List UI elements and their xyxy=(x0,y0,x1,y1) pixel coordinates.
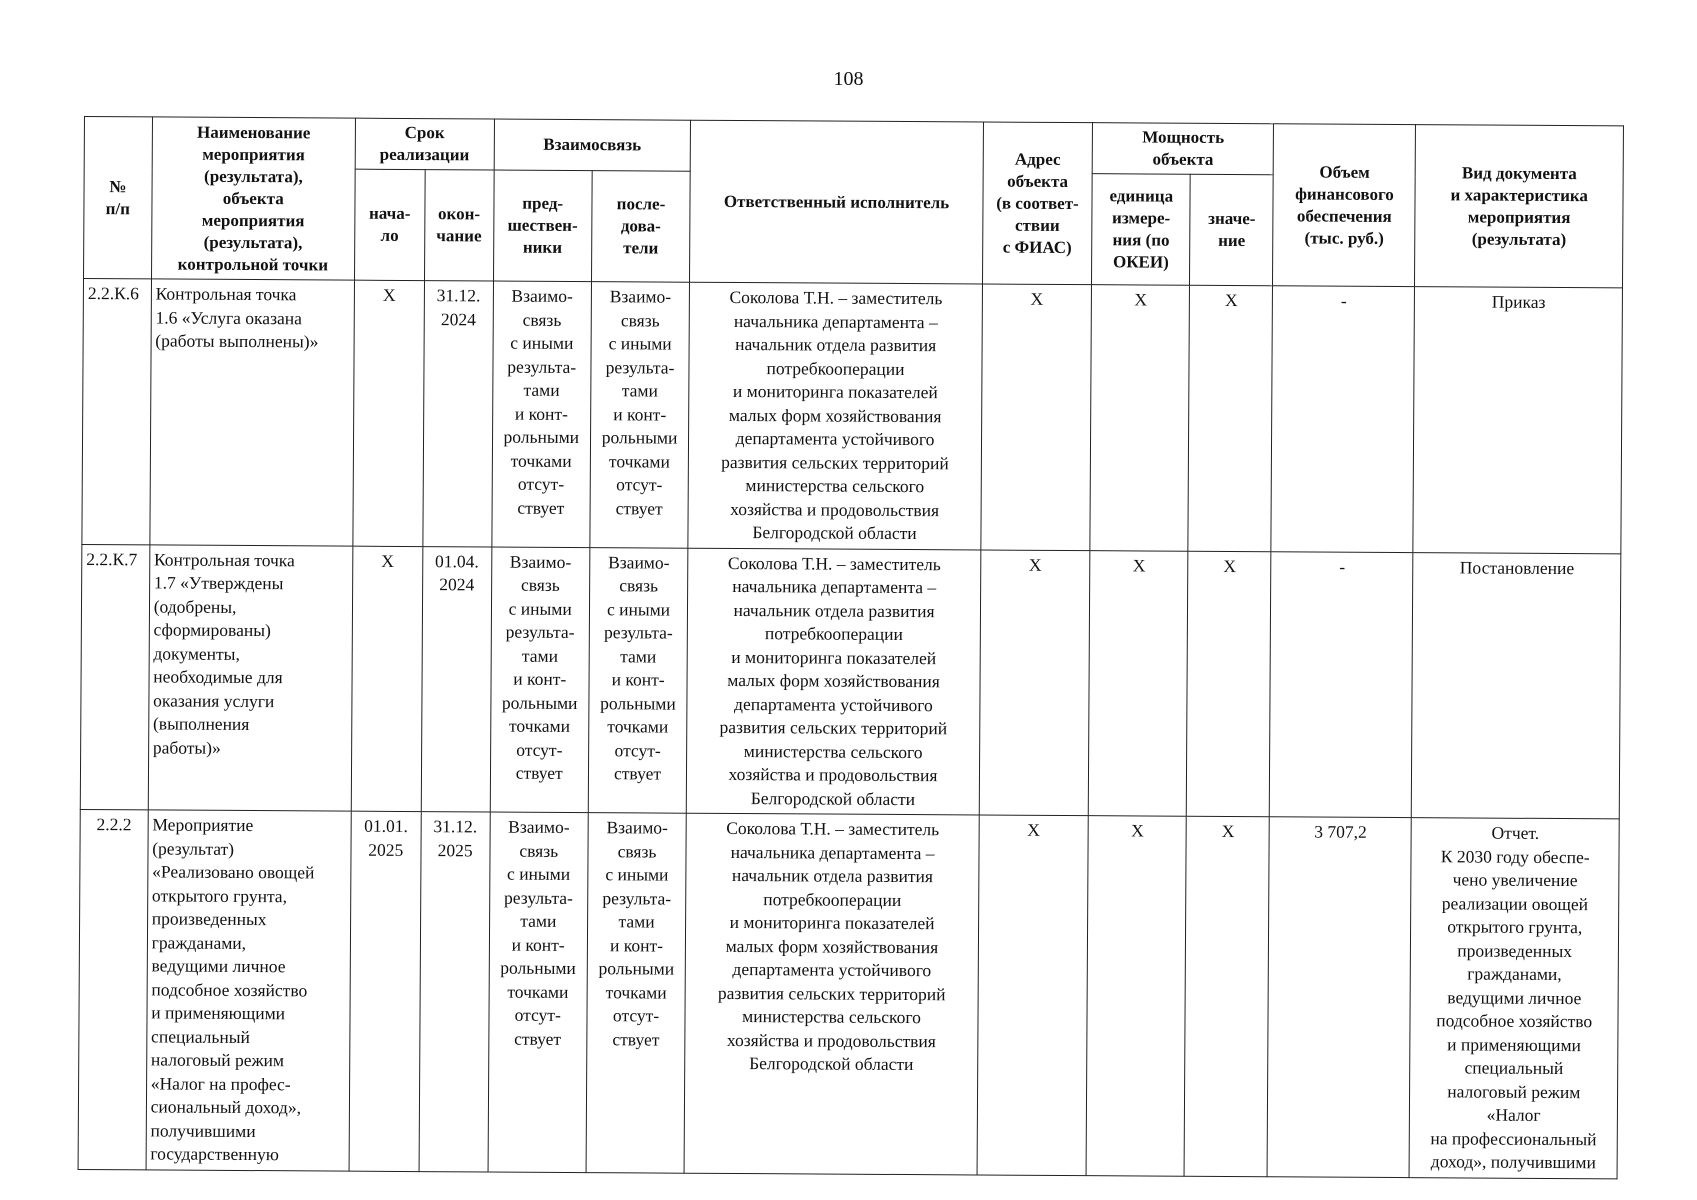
cell-next: Взаимо- связь с иными результа- тами и конт- рольными точками отсут- ствует xyxy=(586,813,686,1173)
header-doc-type: Вид документа и характеристика мероприятия (результата) xyxy=(1415,125,1624,288)
cell-end: 31.12. 2025 xyxy=(419,812,490,1172)
cell-end: 31.12. 2024 xyxy=(423,281,493,547)
cell-finance: 3 707,2 xyxy=(1267,817,1411,1177)
cell-unit: Х xyxy=(1088,550,1188,816)
cell-address: Х xyxy=(977,815,1088,1175)
cell-executor: Соколова Т.Н. – заместитель начальника департамента – начальник отдела развития потребкооперации и мониторинга показателей малых форм хозяйствования департамента устойчивого развития сельских территорий министерства сельского хозяйства и продовольствия Белгородской области xyxy=(688,282,982,549)
header-relation-prev: пред- шествен- ники xyxy=(493,170,592,282)
cell-name: Мероприятие (результат) «Реализовано овощей открытого грунта, произведенных гражданами, ведущими личное подсобное хозяйство и применяющими специальный налоговый режим «Налог на профес- сиональный доход», получившими государственную xyxy=(146,810,351,1171)
header-term: Срок реализации xyxy=(355,118,494,170)
cell-num: 2.2.К.7 xyxy=(80,544,149,810)
cell-name: Контрольная точка 1.6 «Услуга оказана (работы выполнены)» xyxy=(150,279,355,546)
cell-prev: Взаимо- связь с иными результа- тами и конт- рольными точками отсут- ствует xyxy=(490,546,590,812)
header-row-1 xyxy=(84,117,1623,177)
measures-table xyxy=(78,116,1624,1179)
cell-prev: Взаимо- связь с иными результа- тами и конт- рольными точками отсут- ствует xyxy=(491,281,591,547)
cell-next: Взаимо- связь с иными результа- тами и конт- рольными точками отсут- ствует xyxy=(590,282,690,548)
table-row xyxy=(82,279,1623,554)
cell-value: Х xyxy=(1187,551,1272,817)
cell-start: Х xyxy=(353,280,425,546)
cell-num: 2.2.К.6 xyxy=(82,279,151,545)
header-name: Наименование мероприятия (результата), объекта мероприятия (результата), контрольной точки xyxy=(151,117,355,280)
cell-start: 01.01. 2025 xyxy=(349,811,421,1171)
header-finance: Объем финансового обеспечения (тыс. руб.) xyxy=(1273,124,1416,287)
header-capacity-unit: единица измере- ния (по ОКЕИ) xyxy=(1092,174,1191,286)
cell-num: 2.2.2 xyxy=(78,809,148,1169)
table-row xyxy=(80,544,1621,819)
header-relation-next: после- дова- тели xyxy=(591,171,690,283)
cell-finance: - xyxy=(1270,551,1414,817)
cell-start: Х xyxy=(351,546,423,812)
cell-address: Х xyxy=(979,549,1090,815)
header-relation: Взаимосвязь xyxy=(494,119,691,171)
header-address: Адрес объекта (в соответ- ствии с ФИАС) xyxy=(982,122,1092,285)
cell-value: Х xyxy=(1184,816,1269,1176)
cell-doc: Постановление xyxy=(1412,552,1621,819)
cell-executor: Соколова Т.Н. – заместитель начальника департамента – начальник отдела развития потребкооперации и мониторинга показателей малых форм хозяйствования департамента устойчивого развития сельских территорий министерства сельского хозяйства и продовольствия Белгородской области xyxy=(684,813,979,1174)
header-term-end: окон- чание xyxy=(424,170,494,281)
table-row xyxy=(78,809,1619,1178)
cell-prev: Взаимо- связь с иными результа- тами и конт- рольными точками отсут- ствует xyxy=(488,812,588,1172)
cell-address: Х xyxy=(981,284,1092,550)
header-executor: Ответственный исполнитель xyxy=(690,120,984,284)
cell-name: Контрольная точка 1.7 «Утверждены (одобрены, сформированы) документы, необходимые для оказания услуги (выполнения работы)» xyxy=(148,544,353,811)
cell-unit: Х xyxy=(1086,816,1186,1176)
cell-finance: - xyxy=(1271,286,1415,552)
header-capacity-value: значе- ние xyxy=(1190,174,1274,286)
cell-end: 01.04. 2024 xyxy=(421,546,491,812)
header-term-start: нача- ло xyxy=(354,169,425,280)
cell-doc: Отчет. К 2030 году обеспе- чено увеличение реализации овощей открытого грунта, произведенных гражданами, ведущими личное подсобное хозяйство и применяющими специальный налоговый режим «Налог на профессиональный доход», получившими xyxy=(1409,818,1619,1179)
cell-unit: Х xyxy=(1090,285,1190,551)
page-number: 108 xyxy=(833,68,864,90)
header-capacity: Мощность объекта xyxy=(1092,123,1274,175)
header-num: № п/п xyxy=(84,117,153,279)
cell-doc: Приказ xyxy=(1413,287,1622,554)
cell-value: Х xyxy=(1188,285,1273,551)
cell-next: Взаимо- связь с иными результа- тами и конт- рольными точками отсут- ствует xyxy=(588,547,688,813)
cell-executor: Соколова Т.Н. – заместитель начальника департамента – начальник отдела развития потребкооперации и мониторинга показателей малых форм хозяйствования департамента устойчивого развития сельских территорий министерства сельского хозяйства и продовольствия Белгородской области xyxy=(686,548,980,815)
